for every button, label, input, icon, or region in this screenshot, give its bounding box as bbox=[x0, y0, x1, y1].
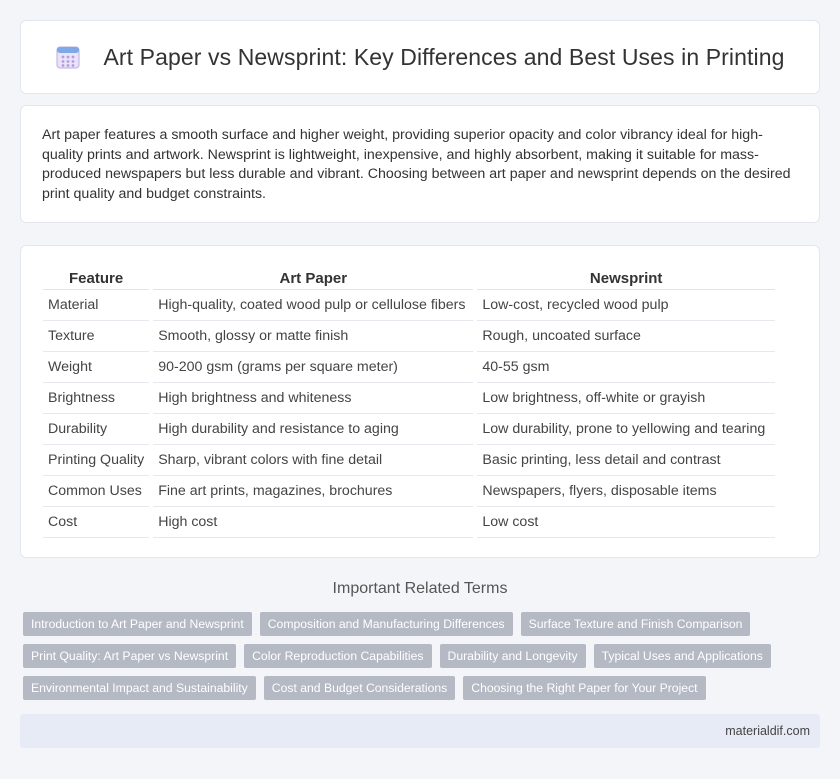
footer-bar bbox=[20, 714, 820, 748]
table-row bbox=[43, 352, 775, 383]
cell-art-paper: Fine art prints, magazines, brochures bbox=[153, 476, 473, 507]
table-row bbox=[43, 476, 775, 507]
cell-feature: Common Uses bbox=[43, 476, 149, 507]
related-tag[interactable]: Color Reproduction Capabilities bbox=[244, 644, 431, 668]
related-tag[interactable]: Environmental Impact and Sustainability bbox=[23, 676, 256, 700]
comparison-table-card bbox=[20, 245, 820, 558]
related-terms-title: Important Related Terms bbox=[332, 580, 508, 597]
related-tag[interactable]: Surface Texture and Finish Comparison bbox=[521, 612, 751, 636]
cell-newsprint: Low-cost, recycled wood pulp bbox=[477, 290, 775, 321]
cell-newsprint: Low cost bbox=[477, 507, 775, 538]
cell-newsprint: 40-55 gsm bbox=[477, 352, 775, 383]
cell-newsprint: Basic printing, less detail and contrast bbox=[477, 445, 775, 476]
related-tag[interactable]: Print Quality: Art Paper vs Newsprint bbox=[23, 644, 236, 668]
related-tag[interactable]: Typical Uses and Applications bbox=[594, 644, 771, 668]
cell-art-paper: Smooth, glossy or matte finish bbox=[153, 321, 473, 352]
table-row bbox=[43, 445, 775, 476]
cell-newsprint: Low brightness, off-white or grayish bbox=[477, 383, 775, 414]
cell-feature: Printing Quality bbox=[43, 445, 149, 476]
table-row bbox=[43, 290, 775, 321]
related-tag[interactable]: Durability and Longevity bbox=[440, 644, 586, 668]
footer-site-link[interactable]: materialdif.com bbox=[725, 724, 810, 738]
cell-newsprint: Low durability, prone to yellowing and tearing bbox=[477, 414, 775, 445]
page-title: Art Paper vs Newsprint: Key Differences and Best Uses in Printing bbox=[103, 43, 785, 70]
header-newsprint: Newsprint bbox=[477, 264, 775, 290]
cell-art-paper: High brightness and whiteness bbox=[153, 383, 473, 414]
cell-feature: Cost bbox=[43, 507, 149, 538]
header-feature: Feature bbox=[43, 264, 149, 290]
header-inner bbox=[55, 44, 784, 71]
intro-text: Art paper features a smooth surface and higher weight, providing superior opacity and color vibrancy ideal for high-quality prints and artwork. Newsprint is lightweight, inexpensive, and highly absorbent, making it suitable for mass-produced newspapers but less durable and vibrant. Choosing between art paper and newsprint depends on the desired print quality and budget constraints. bbox=[42, 127, 791, 202]
table-header-row bbox=[43, 264, 775, 290]
table-row bbox=[43, 383, 775, 414]
related-tag[interactable]: Cost and Budget Considerations bbox=[264, 676, 455, 700]
cell-art-paper: 90-200 gsm (grams per square meter) bbox=[153, 352, 473, 383]
table-row bbox=[43, 321, 775, 352]
cell-feature: Material bbox=[43, 290, 149, 321]
cell-art-paper: High durability and resistance to aging bbox=[153, 414, 473, 445]
intro-card bbox=[20, 105, 820, 223]
cell-art-paper: Sharp, vibrant colors with fine detail bbox=[153, 445, 473, 476]
cell-newsprint: Rough, uncoated surface bbox=[477, 321, 775, 352]
table-row bbox=[43, 414, 775, 445]
related-terms-tags bbox=[23, 612, 813, 700]
cell-feature: Brightness bbox=[43, 383, 149, 414]
cell-art-paper: High-quality, coated wood pulp or cellulose fibers bbox=[153, 290, 473, 321]
comparison-table bbox=[39, 264, 779, 538]
cell-art-paper: High cost bbox=[153, 507, 473, 538]
cell-newsprint: Newspapers, flyers, disposable items bbox=[477, 476, 775, 507]
related-tag[interactable]: Choosing the Right Paper for Your Project bbox=[463, 676, 705, 700]
calendar-grid-icon bbox=[55, 44, 81, 70]
related-tag[interactable]: Introduction to Art Paper and Newsprint bbox=[23, 612, 252, 636]
header-art-paper: Art Paper bbox=[153, 264, 473, 290]
cell-feature: Texture bbox=[43, 321, 149, 352]
header-card bbox=[20, 20, 820, 94]
table-row bbox=[43, 507, 775, 538]
cell-feature: Durability bbox=[43, 414, 149, 445]
cell-feature: Weight bbox=[43, 352, 149, 383]
related-tag[interactable]: Composition and Manufacturing Differences bbox=[260, 612, 513, 636]
